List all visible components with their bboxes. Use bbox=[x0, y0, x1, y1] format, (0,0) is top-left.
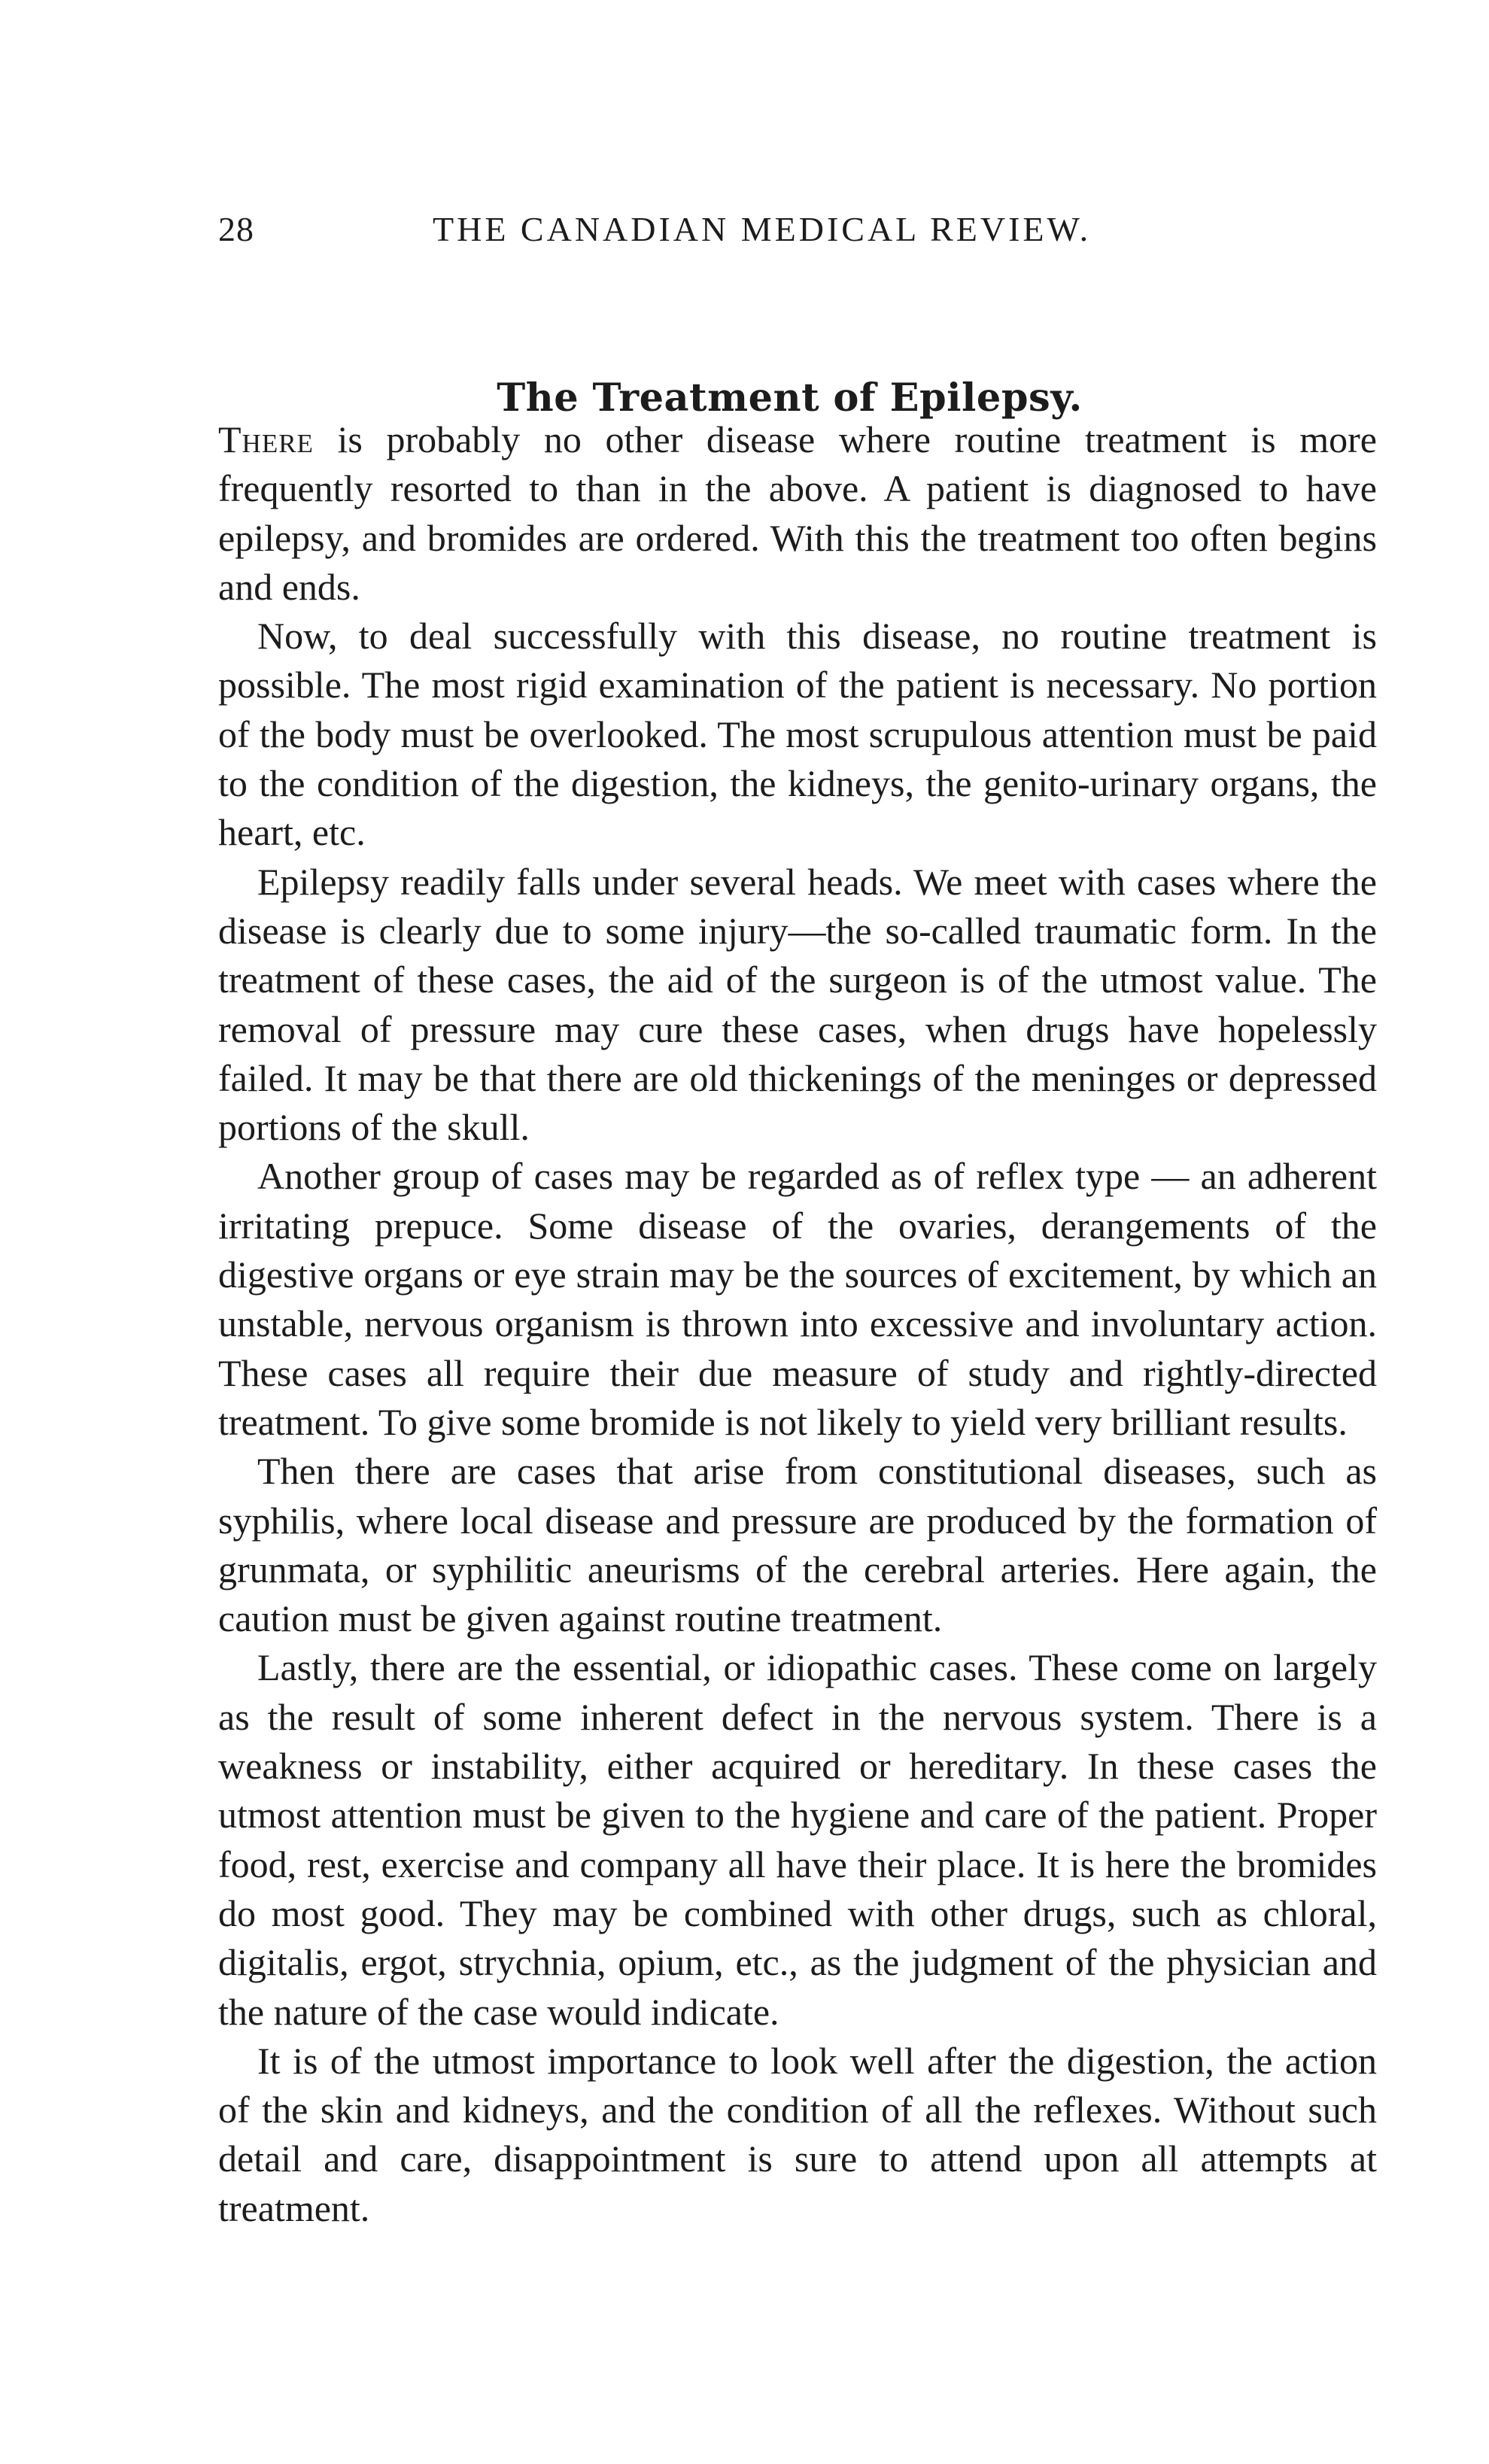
lead-word: There bbox=[218, 418, 314, 460]
paragraph-6: Lastly, there are the essential, or idiopathic cases. These come on largely as the result of some inherent defect in the nervous system. There is a weakness or instability, either acquired or hereditary. In these cases the utmost attention must be given to the hygiene and care of the patient. Proper food, rest, exercise and company all have their place. It is here the bromides do most good. They may be combined with other drugs, such as chloral, digitalis, ergot, strychnia, opium, etc., as the judgment of the physician and the nature of the case would indicate. bbox=[218, 1646, 1377, 2033]
article-title: The Treatment of Epilepsy. bbox=[497, 375, 1083, 421]
paragraph-2: Now, to deal successfully with this disease, no routine treatment is possible. The most rigid examination of the patient is necessary. No portion of the body must be overlooked. The most scrupulous attention must be paid to the condition of the digestion, the kidneys, the genito-urinary organs, the heart, etc. bbox=[218, 615, 1377, 854]
running-head bbox=[0, 203, 1489, 256]
paragraph-4: Another group of cases may be regarded as of reflex type — an adherent irritating prepuce. Some disease of the ovaries, derangements of the digestive organs or eye strain may be the sources of excitement, by which an unstable, nervous organism is thrown into excessive and involuntary action. These cases all require their due measure of study and rightly-directed treatment. To give some bromide is not likely to yield very brilliant results. bbox=[218, 1155, 1377, 1443]
journal-title: THE CANADIAN MEDICAL REVIEW. bbox=[433, 210, 1092, 248]
paragraph-1-text: is probably no other disease where routine treatment is more frequently resorted to than in the above. A patient is diagnosed to have epilepsy, and bromides are ordered. With this the treatment too often begins and ends. bbox=[218, 418, 1377, 608]
paragraph-7: It is of the utmost importance to look well after the digestion, the action of the skin and kidneys, and the condition of all the reflexes. Without such detail and care, disappointment is sure to attend upon all attempts at treatment. bbox=[218, 2039, 1377, 2229]
article-body bbox=[218, 415, 1377, 2233]
paragraph-1 bbox=[218, 415, 1377, 612]
page-number: 28 bbox=[218, 210, 254, 248]
paragraph-5: Then there are cases that arise from constitutional diseases, such as syphilis, where local disease and pressure are produced by the formation of grunmata, or syphilitic aneurisms of the cerebral arteries. Here again, the caution must be given against routine treatment. bbox=[218, 1450, 1377, 1640]
paragraph-3: Epilepsy readily falls under several heads. We meet with cases where the disease is clearly due to some injury—the so-called traumatic form. In the treatment of these cases, the aid of the surgeon is of the utmost value. The removal of pressure may cure these cases, when drugs have hopelessly failed. It may be that there are old thickenings of the meninges or depressed portions of the skull. bbox=[218, 860, 1377, 1149]
